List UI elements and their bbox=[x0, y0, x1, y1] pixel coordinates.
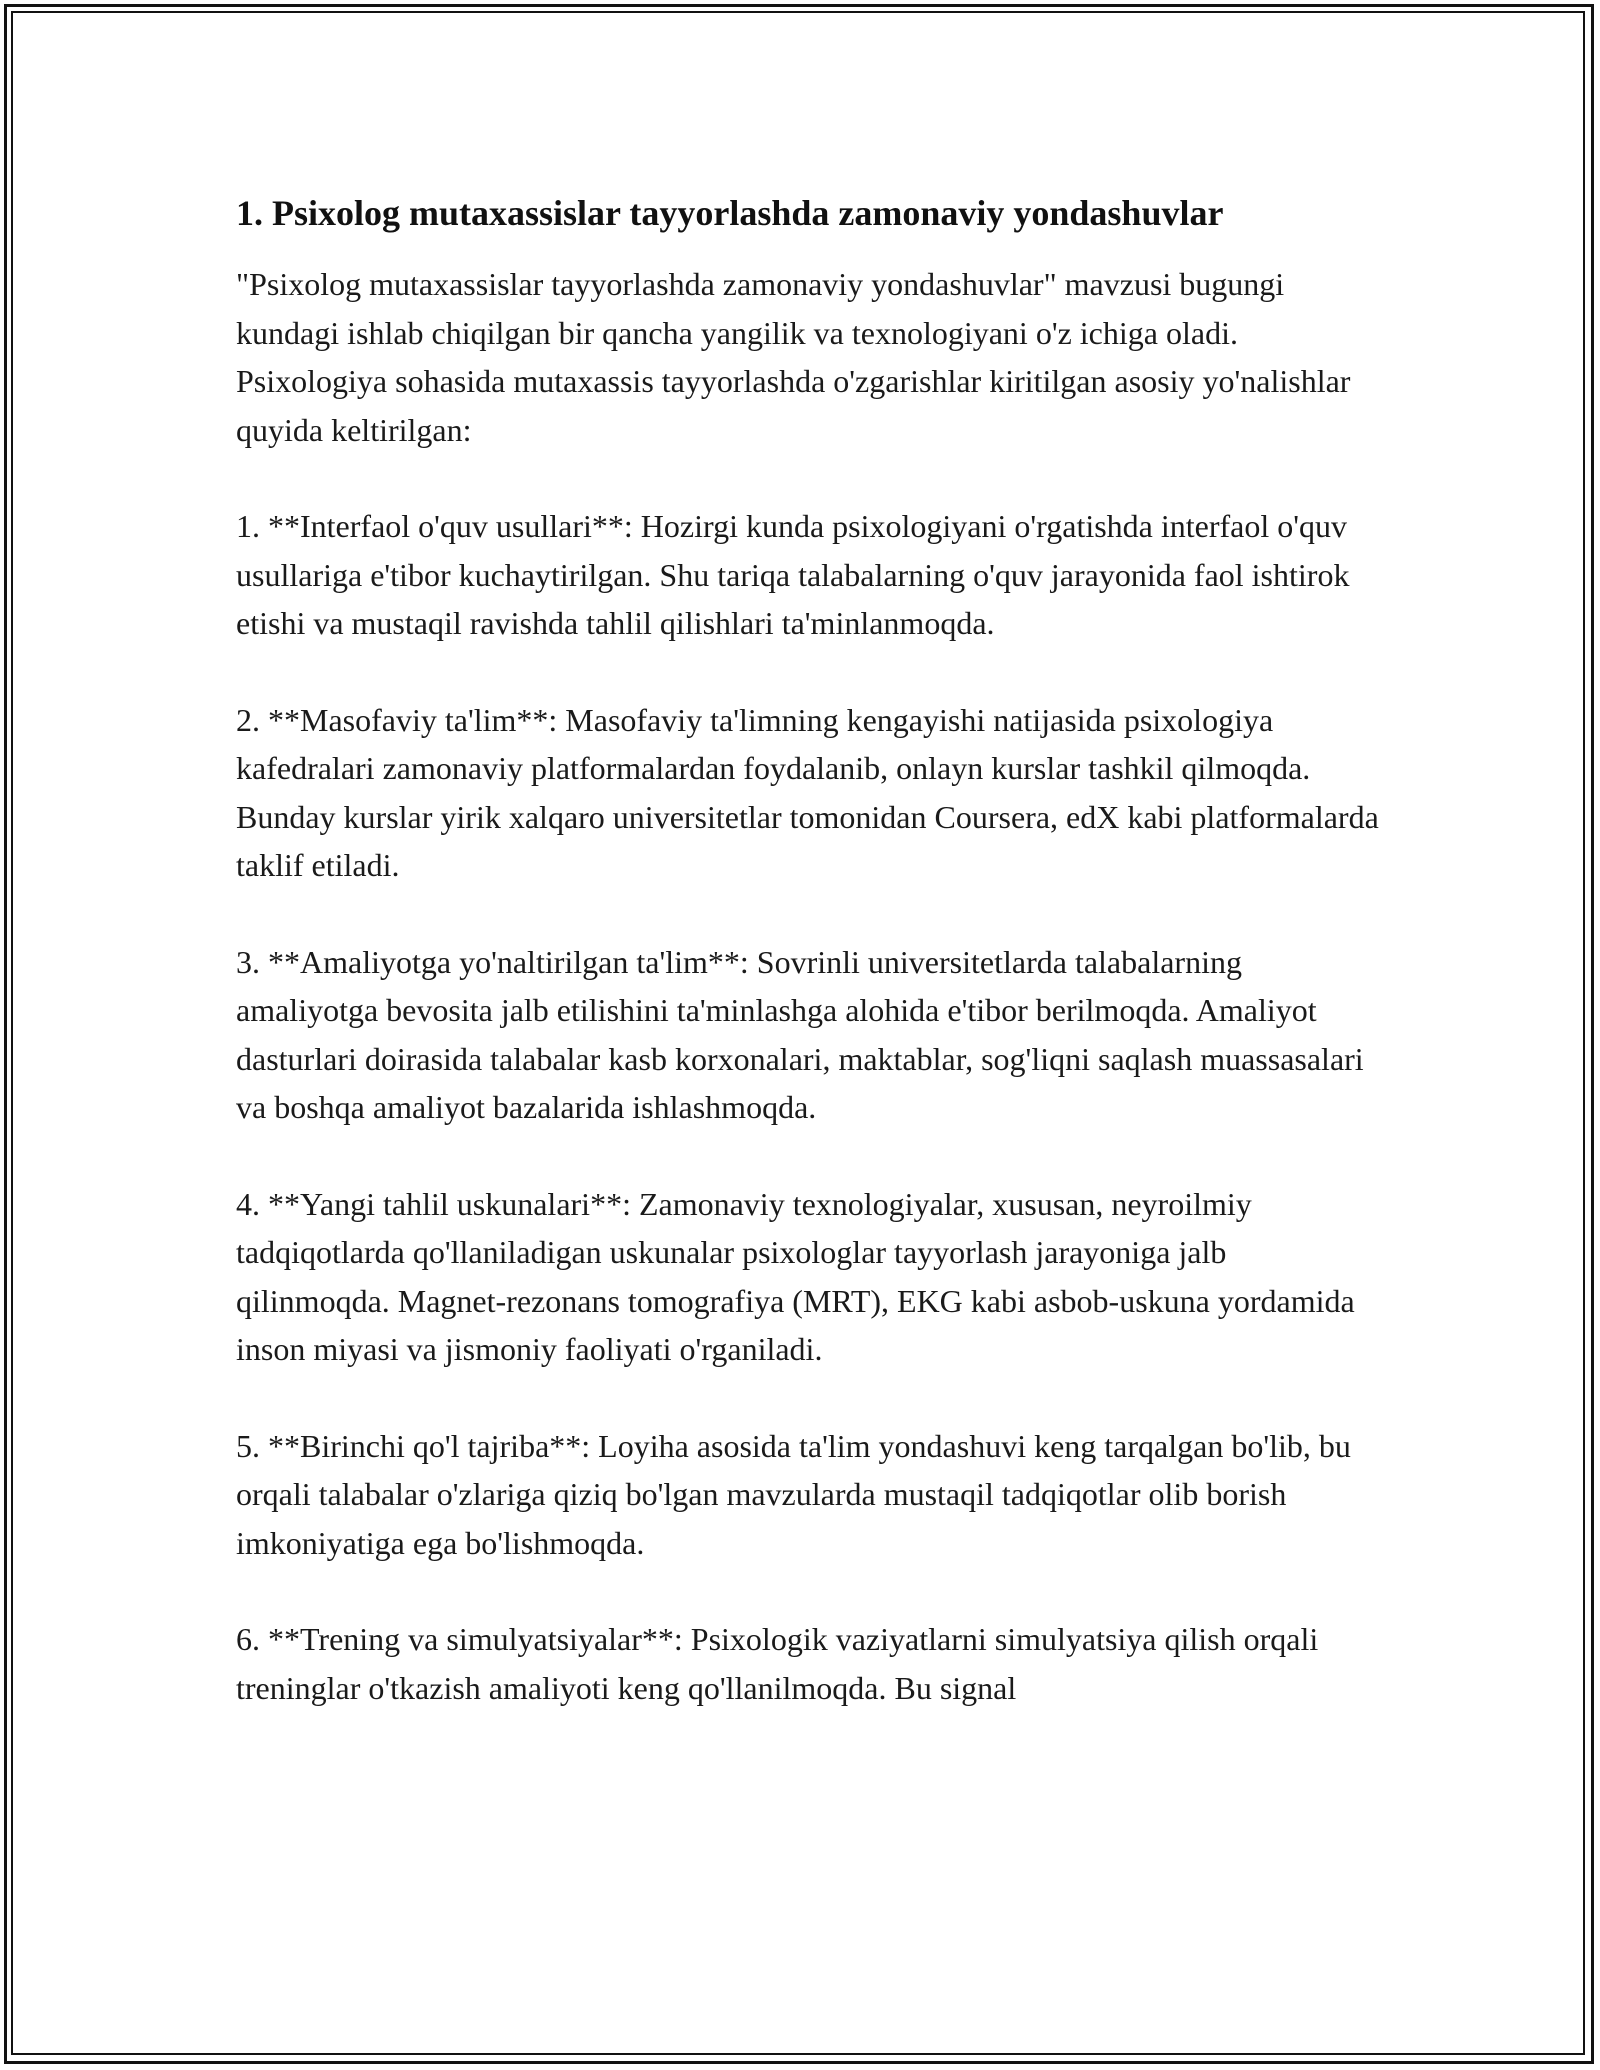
list-item-training-simulations: 6. **Trening va simulyatsiyalar**: Psixologik vaziyatlarni simulyatsiya qilish orqali treninglar o'tkazish amaliyoti keng qo'llanilmoqda. Bu signal bbox=[236, 1621, 1319, 1706]
list-item-firsthand-experience: 5. **Birinchi qo'l tajriba**: Loyiha asosida ta'lim yondashuvi keng tarqalgan bo'lib, bu orqali talabalar o'zlariga qiziq bo'lgan mavzularda mustaqil tadqiqotlar olib borish imkoniyatiga ega bo'lishmoqda. bbox=[236, 1427, 1351, 1561]
document-body bbox=[236, 186, 1386, 1760]
list-item-distance-learning: 2. **Masofaviy ta'lim**: Masofaviy ta'limning kengayishi natijasida psixologiya kafedralari zamonaviy platformalardan foydalanib, onlayn kurslar tashkil qilmoqda. Bunday kurslar yirik xalqaro universitetlar tomonidan Coursera, edX kabi platformalarda taklif etiladi. bbox=[236, 701, 1379, 883]
list-item-analysis-tools: 4. **Yangi tahlil uskunalari**: Zamonaviy texnologiyalar, xususan, neyroilmiy tadqiqotlarda qo'llaniladigan uskunalar psixologlar tayyorlash jarayoniga jalb qilinmoqda. Magnet-rezonans tomografiya (MRT), EKG kabi asbob-uskuna yordamida inson miyasi va jismoniy faoliyati o'rganiladi. bbox=[236, 1185, 1355, 1367]
section-heading: 1. Psixolog mutaxassislar tayyorlashda zamonaviy yondashuvlar bbox=[236, 193, 1224, 233]
list-item-practice-oriented: 3. **Amaliyotga yo'naltirilgan ta'lim**: Sovrinli universitetlarda talabalarning amaliyotga bevosita jalb etilishini ta'minlashga alohida e'tibor berilmoqda. Amaliyot dasturlari doirasida talabalar kasb korxonalari, maktablar, sog'liqni saqlash muassasalari va boshqa amaliyot bazalarida ishlashmoqda. bbox=[236, 943, 1364, 1125]
intro-paragraph: "Psixolog mutaxassislar tayyorlashda zamonaviy yondashuvlar" mavzusi bugungi kundagi ishlab chiqilgan bir qancha yangilik va texnologiyani o'z ichiga oladi. Psixologiya sohasida mutaxassis tayyorlashda o'zgarishlar kiritilgan asosiy yo'nalishlar quyida keltirilgan: bbox=[236, 266, 1351, 448]
list-item-interactive-methods: 1. **Interfaol o'quv usullari**: Hozirgi kunda psixologiyani o'rgatishda interfaol o'quv usullariga e'tibor kuchaytirilgan. Shu tariqa talabalarning o'quv jarayonida faol ishtirok etishi va mustaqil ravishda tahlil qilishlari ta'minlanmoqda. bbox=[236, 508, 1350, 641]
